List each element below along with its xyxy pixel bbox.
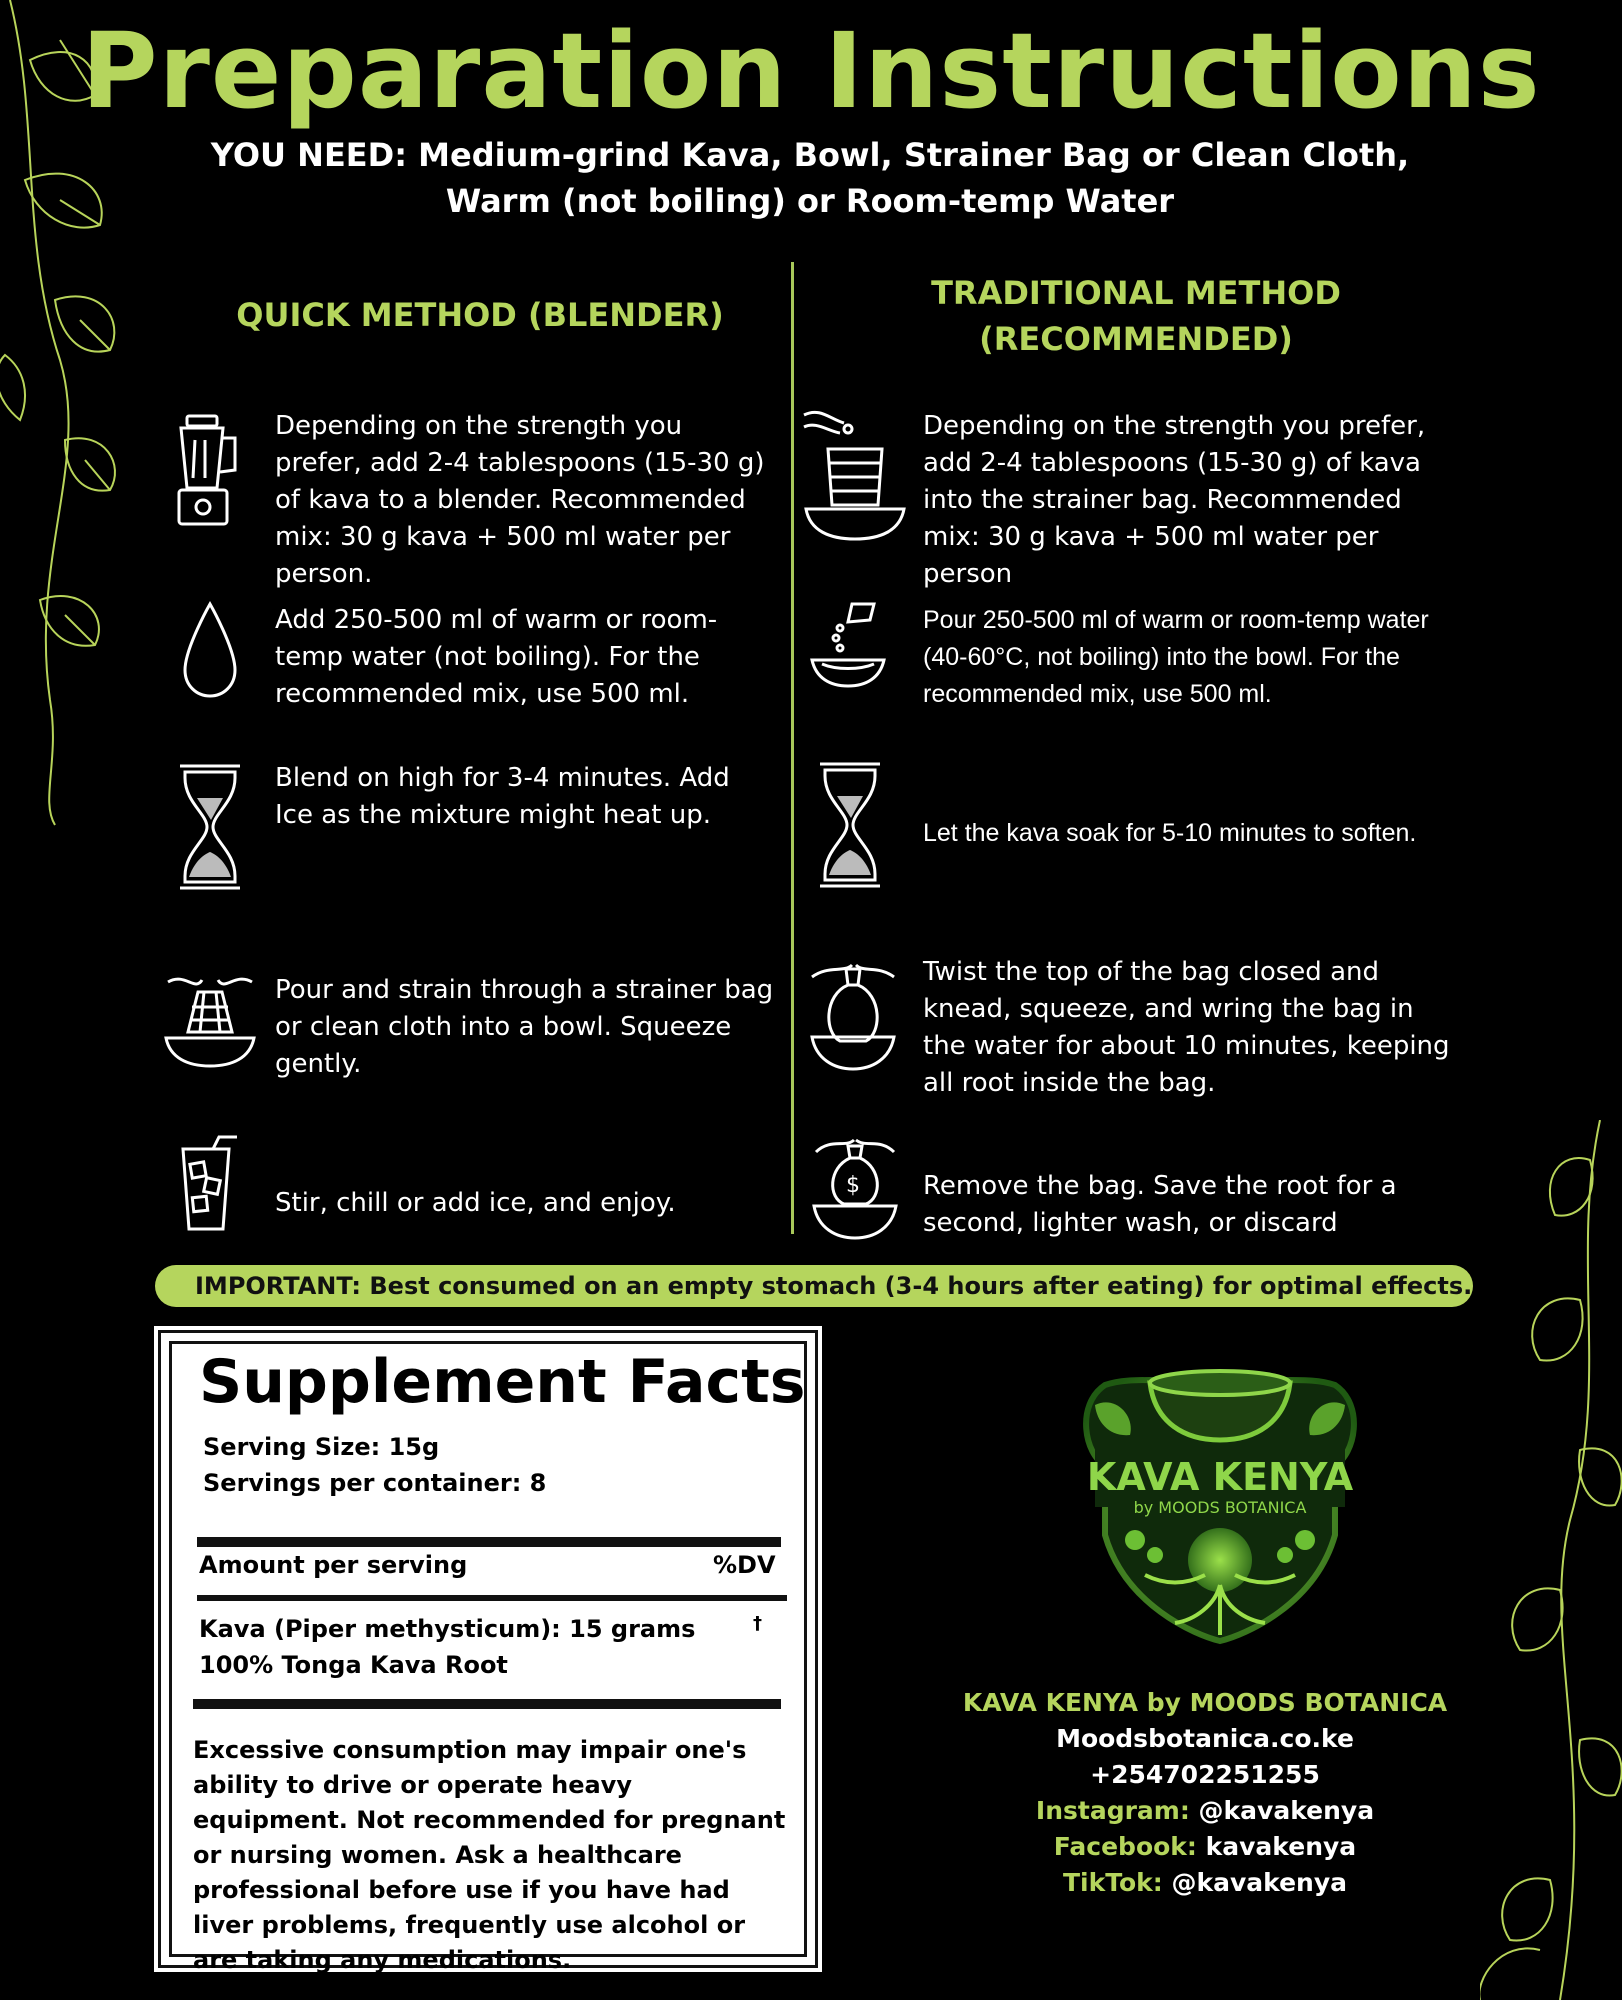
facts-title: Supplement Facts — [199, 1347, 806, 1417]
quick-step-1: Depending on the strength you prefer, add 2-4 tablespoons (15-30 g) of kava to a blender. Recommended mix: 30 g kava + 500 ml water per person. — [275, 411, 765, 589]
traditional-step-3: Let the kava soak for 5-10 minutes to soften. — [923, 819, 1417, 847]
tiktok-label: TikTok: — [1062, 1868, 1163, 1897]
important-text: Best consumed on an empty stomach (3-4 hours after eating) for optimal effects. — [361, 1272, 1473, 1300]
page-title: Preparation Instructions — [81, 10, 1541, 132]
facebook-line[interactable] — [930, 1829, 1480, 1865]
important-banner — [155, 1265, 1473, 1307]
facts-divider-thick — [197, 1537, 781, 1547]
ingredient-kava: Kava (Piper methysticum): 15 grams — [199, 1615, 696, 1643]
logo-subtitle: by MOODS BOTANICA — [1133, 1498, 1307, 1517]
kava-kenya-logo — [1075, 1345, 1365, 1645]
hourglass-icon — [175, 762, 245, 892]
important-label: IMPORTANT: — [195, 1272, 362, 1300]
ingredient-origin: 100% Tonga Kava Root — [199, 1651, 508, 1679]
tiktok-handle: @kavakenya — [1162, 1868, 1348, 1897]
pour-water-icon — [808, 600, 888, 690]
brand-name: KAVA KENYA by MOODS BOTANICA — [962, 1688, 1448, 1717]
traditional-method-heading — [836, 270, 1436, 362]
serving-size: Serving Size: 15g — [203, 1433, 440, 1461]
facebook-label: Facebook: — [1053, 1832, 1197, 1861]
quick-method-heading: QUICK METHOD (BLENDER) — [236, 296, 724, 334]
tiktok-line[interactable] — [930, 1865, 1480, 1901]
svg-text:$: $ — [846, 1173, 860, 1198]
instagram-line[interactable] — [930, 1793, 1480, 1829]
twist-bag-icon — [808, 955, 898, 1075]
hourglass-icon — [815, 760, 885, 890]
dagger-mark: † — [753, 1613, 762, 1634]
amount-per-serving-header: Amount per serving — [199, 1551, 468, 1579]
traditional-step-2: Pour 250-500 ml of warm or room-temp water (40-60°C, not boiling) into the bowl. For the recommended mix, use 500 ml. — [923, 606, 1429, 708]
phone-number[interactable]: +254702251255 — [1090, 1760, 1320, 1789]
quick-step-4: Pour and strain through a strainer bag or clean cloth into a bowl. Squeeze gently. — [275, 975, 774, 1079]
quick-step-5: Stir, chill or add ice, and enjoy. — [275, 1188, 676, 1218]
facebook-handle: kavakenya — [1196, 1832, 1357, 1861]
traditional-step-4: Twist the top of the bag closed and knead, squeeze, and wring the bag in the water for about 10 minutes, keeping all root inside the bag. — [923, 957, 1450, 1098]
supplement-facts-panel — [158, 1330, 818, 1974]
instagram-handle: @kavakenya — [1189, 1796, 1375, 1825]
water-drop-icon — [175, 600, 245, 700]
bag-bowl-icon — [810, 1132, 900, 1242]
traditional-step-1: Depending on the strength you prefer, add 2-4 tablespoons (15-30 g) of kava into the strainer bag. Recommended mix: 30 g kava + 500 ml water per person — [923, 411, 1426, 589]
facts-divider — [197, 1595, 787, 1601]
instagram-label: Instagram: — [1035, 1796, 1190, 1825]
strainer-bowl-icon — [160, 962, 260, 1072]
right-vine-decoration — [1480, 1120, 1622, 2000]
consumption-warning: Excessive consumption may impair one's ability to drive or operate heavy equipment. Not recommended for pregnant or nursing women. Ask a healthcare professional before use if you have had liver problems, frequently use alcohol or are taking any medications. — [193, 1736, 786, 1974]
contact-block — [930, 1685, 1480, 1901]
traditional-step-5: Remove the bag. Save the root for a second, lighter wash, or discard — [923, 1171, 1397, 1238]
you-need-text: YOU NEED: Medium-grind Kava, Bowl, Strainer Bag or Clean Cloth, Warm (not boiling) or Room-temp Water — [210, 136, 1410, 220]
iced-drink-icon — [175, 1135, 245, 1235]
quick-step-3: Blend on high for 3-4 minutes. Add Ice as the mixture might heat up. — [275, 763, 730, 830]
traditional-heading-line2: (RECOMMENDED) — [979, 320, 1293, 358]
strainer-bag-icon — [800, 405, 910, 545]
logo-name: KAVA KENYA — [1086, 1455, 1354, 1499]
column-divider — [791, 262, 794, 1234]
servings-per-container: Servings per container: 8 — [203, 1469, 547, 1497]
website-link[interactable]: Moodsbotanica.co.ke — [1056, 1724, 1354, 1753]
dv-header: %DV — [713, 1551, 776, 1579]
quick-step-2: Add 250-500 ml of warm or room-temp water (not boiling). For the recommended mix, use 500 ml. — [275, 605, 718, 709]
facts-divider-bottom — [193, 1699, 781, 1709]
traditional-heading-line1: TRADITIONAL METHOD — [931, 274, 1341, 312]
blender-icon — [165, 410, 245, 530]
